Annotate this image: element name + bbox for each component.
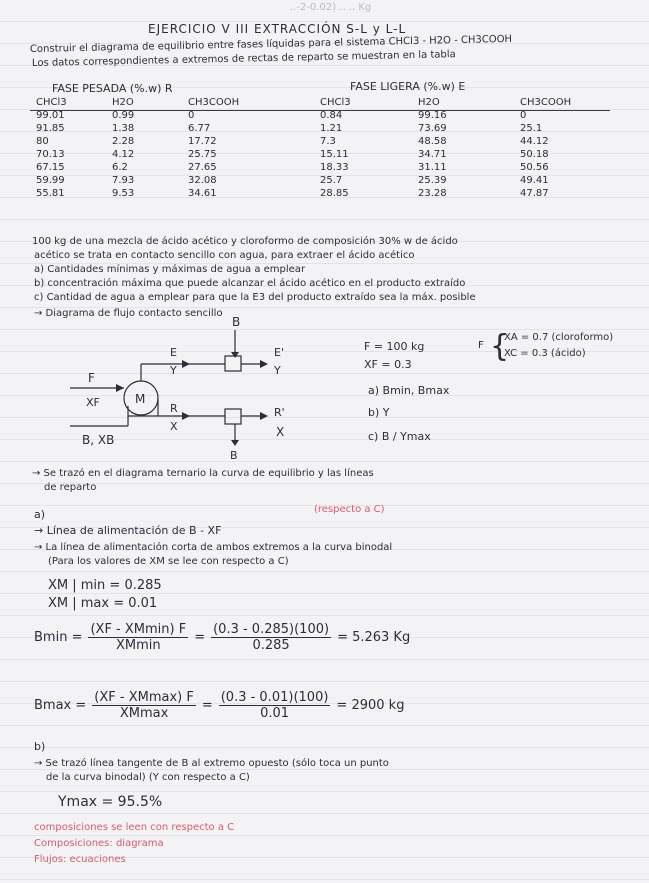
table-cell: 17.72 bbox=[188, 136, 217, 147]
bmax-equation: Bmax = $\frac{(XF - XMmax) F}{XMmax}$ = $\frac{(0.3 - 0.01)(100)}{0.01}$ = 2900 kg bbox=[34, 690, 405, 721]
table-cell: 44.12 bbox=[520, 136, 549, 147]
col-header: CHCl3 bbox=[36, 97, 67, 108]
label-B-bottom: B bbox=[230, 449, 238, 461]
label-Y: Y bbox=[170, 364, 177, 377]
statement-line-2: acético se trata en contacto sencillo con agua, para extraer el ácido acético bbox=[34, 250, 415, 261]
table-row bbox=[30, 148, 596, 161]
table-cell: 48.58 bbox=[418, 136, 447, 147]
answer-b: b) Y bbox=[368, 406, 390, 419]
bmax-fraction-values bbox=[219, 690, 331, 721]
table-cell: 2.28 bbox=[112, 136, 135, 147]
table-cell: 6.77 bbox=[188, 123, 211, 134]
bmax-numerator: (XF - XMmax) F bbox=[94, 690, 194, 705]
table-row bbox=[30, 109, 596, 122]
intro-line-1: Construir el diagrama de equilibrio entre fases líquidas para el sistema CHCl3 - H2O - CH3COOH bbox=[29, 33, 513, 55]
bmax-numerator-values: (0.3 - 0.01)(100) bbox=[220, 690, 329, 705]
col-header: H2O bbox=[112, 97, 134, 108]
given-XC: XC = 0.3 (ácido) bbox=[504, 348, 586, 359]
statement-line-1: 100 kg de una mezcla de ácido acético y cloroformo de composición 30% w de ácido bbox=[32, 236, 458, 247]
table-cell: 91.85 bbox=[36, 123, 65, 134]
col-header: CH3COOH bbox=[188, 97, 240, 108]
bmax-denominator: XMmax bbox=[119, 706, 169, 721]
label-Y-prime: Y bbox=[274, 364, 281, 377]
intro-line-2: Los datos correspondientes a extremos de rectas de reparto se muestran en la tabla bbox=[31, 49, 456, 69]
bmax-result: = 2900 kg bbox=[336, 698, 405, 713]
red-note-1: composiciones se leen con respecto a C bbox=[34, 822, 235, 833]
table-cell: 9.53 bbox=[112, 188, 135, 199]
table-header-row bbox=[30, 96, 596, 109]
part-b-label: b) bbox=[34, 740, 46, 753]
xm-min: XM | min = 0.285 bbox=[48, 578, 162, 593]
table-cell: 47.87 bbox=[520, 188, 549, 199]
table-row bbox=[30, 135, 596, 148]
extract-separator bbox=[225, 356, 241, 371]
bmax-lhs: Bmax = bbox=[34, 698, 87, 713]
bmin-denominator-values: 0.285 bbox=[252, 638, 290, 653]
bmin-denominator: XMmin bbox=[116, 638, 161, 653]
note-line-2: de reparto bbox=[44, 482, 97, 493]
label-R-prime: R' bbox=[274, 406, 285, 419]
table-cell: 28.85 bbox=[320, 188, 349, 199]
brace-glyph: { bbox=[490, 329, 510, 364]
table-row bbox=[30, 174, 596, 187]
col-header: CH3COOH bbox=[520, 97, 572, 108]
question-a: a) Cantidades mínimas y máximas de agua a emplear bbox=[34, 264, 306, 275]
table-cell: 7.93 bbox=[112, 175, 135, 186]
cut-line-1: → La línea de alimentación corta de ambos extremos a la curva binodal bbox=[34, 542, 393, 553]
brace-label: F bbox=[478, 340, 484, 351]
label-F: F bbox=[88, 371, 95, 385]
table-cell: 34.71 bbox=[418, 149, 447, 160]
table-cell: 34.61 bbox=[188, 188, 217, 199]
feed-line: → Línea de alimentación de B - XF bbox=[34, 524, 222, 537]
table-cell: 0 bbox=[188, 110, 195, 121]
equilibrium-table bbox=[30, 96, 596, 200]
answer-c: c) B / Ymax bbox=[368, 430, 431, 443]
flow-diagram bbox=[70, 316, 320, 461]
table-cell: 80 bbox=[36, 136, 49, 147]
label-X: X bbox=[170, 420, 178, 433]
table-row bbox=[30, 187, 596, 200]
top-scribble: ..-2-0.02) .. .. Kg bbox=[290, 2, 372, 13]
raffinate-separator bbox=[225, 409, 241, 424]
table-cell: 25.1 bbox=[520, 123, 543, 134]
table-cell: 0.84 bbox=[320, 110, 343, 121]
label-E: E bbox=[170, 346, 177, 359]
heavy-phase-title: FASE PESADA (%.w) R bbox=[52, 82, 173, 95]
bmin-lhs: Bmin = bbox=[34, 630, 83, 645]
table-cell: 59.99 bbox=[36, 175, 65, 186]
table-cell: 27.65 bbox=[188, 162, 217, 173]
table-cell: 15.11 bbox=[320, 149, 349, 160]
red-note-3: Flujos: ecuaciones bbox=[34, 854, 126, 865]
xm-max: XM | max = 0.01 bbox=[48, 596, 158, 611]
table-cell: 0.99 bbox=[112, 110, 135, 121]
respecto-note: (respecto a C) bbox=[314, 504, 385, 515]
ymax-result: Ymax = 95.5% bbox=[58, 794, 163, 810]
table-cell: 99.01 bbox=[36, 110, 65, 121]
exercise-title: EJERCICIO V III EXTRACCIÓN S-L y L-L bbox=[148, 22, 407, 36]
table-cell: 73.69 bbox=[418, 123, 447, 134]
tangent-line-2: de la curva binodal) (Y con respecto a C) bbox=[46, 772, 250, 783]
bmin-fraction-values bbox=[211, 622, 331, 653]
table-cell: 7.3 bbox=[320, 136, 336, 147]
answer-a: a) Bmin, Bmax bbox=[368, 384, 450, 397]
table-cell: 67.15 bbox=[36, 162, 65, 173]
table-cell: 0 bbox=[520, 110, 527, 121]
table-cell: 25.75 bbox=[188, 149, 217, 160]
bmin-numerator-values: (0.3 - 0.285)(100) bbox=[213, 622, 330, 637]
note-line-1: → Se trazó en el diagrama ternario la curva de equilibrio y las líneas bbox=[32, 468, 374, 479]
table-cell: 1.38 bbox=[112, 123, 135, 134]
table-cell: 55.81 bbox=[36, 188, 65, 199]
diagram-title: → Diagrama de flujo contacto sencillo bbox=[34, 308, 223, 319]
table-cell: 70.13 bbox=[36, 149, 65, 160]
col-header: CHCl3 bbox=[320, 97, 351, 108]
table-row bbox=[30, 122, 596, 135]
bmin-numerator: (XF - XMmin) F bbox=[90, 622, 187, 637]
given-XA: XA = 0.7 (cloroformo) bbox=[504, 332, 614, 343]
table-cell: 50.18 bbox=[520, 149, 549, 160]
bmin-result: = 5.263 Kg bbox=[337, 630, 411, 645]
col-header: H2O bbox=[418, 97, 440, 108]
table-cell: 4.12 bbox=[112, 149, 135, 160]
label-X-prime: X bbox=[276, 425, 285, 439]
label-R: R bbox=[170, 402, 178, 415]
label-XF: XF bbox=[86, 396, 100, 409]
part-a-label: a) bbox=[34, 508, 46, 521]
table-cell: 25.39 bbox=[418, 175, 447, 186]
red-note-2: Composiciones: diagrama bbox=[34, 838, 164, 849]
table-cell: 6.2 bbox=[112, 162, 128, 173]
label-M: M bbox=[135, 392, 146, 406]
tangent-line-1: → Se trazó línea tangente de B al extremo opuesto (sólo toca un punto bbox=[34, 758, 389, 769]
given-XF: XF = 0.3 bbox=[364, 358, 412, 371]
bmin-equation: Bmin = $\frac{(XF - XMmin) F}{XMmin}$ = $\frac{(0.3 - 0.285)(100)}{0.285}$ = 5.263 Kg bbox=[34, 622, 411, 653]
bmin-fraction bbox=[88, 622, 188, 653]
label-E-prime: E' bbox=[274, 346, 284, 359]
cut-line-2: (Para los valores de XM se lee con respecto a C) bbox=[48, 556, 289, 567]
table-cell: 32.08 bbox=[188, 175, 217, 186]
table-cell: 25.7 bbox=[320, 175, 343, 186]
table-row bbox=[30, 161, 596, 174]
table-cell: 31.11 bbox=[418, 162, 447, 173]
label-B-XB: B, XB bbox=[82, 433, 115, 447]
table-cell: 49.41 bbox=[520, 175, 549, 186]
question-b: b) concentración máxima que puede alcanzar el ácido acético en el producto extraído bbox=[34, 278, 466, 289]
table-cell: 1.21 bbox=[320, 123, 343, 134]
label-B-top: B bbox=[232, 316, 241, 329]
table-cell: 18.33 bbox=[320, 162, 349, 173]
table-cell: 23.28 bbox=[418, 188, 447, 199]
light-phase-title: FASE LIGERA (%.w) E bbox=[350, 80, 466, 93]
table-cell: 99.16 bbox=[418, 110, 447, 121]
question-c: c) Cantidad de agua a emplear para que la E3 del producto extraído sea la máx. posible bbox=[34, 292, 476, 303]
bmax-denominator-values: 0.01 bbox=[260, 706, 290, 721]
bmax-fraction bbox=[92, 690, 196, 721]
table-cell: 50.56 bbox=[520, 162, 549, 173]
given-F: F = 100 kg bbox=[364, 340, 425, 353]
